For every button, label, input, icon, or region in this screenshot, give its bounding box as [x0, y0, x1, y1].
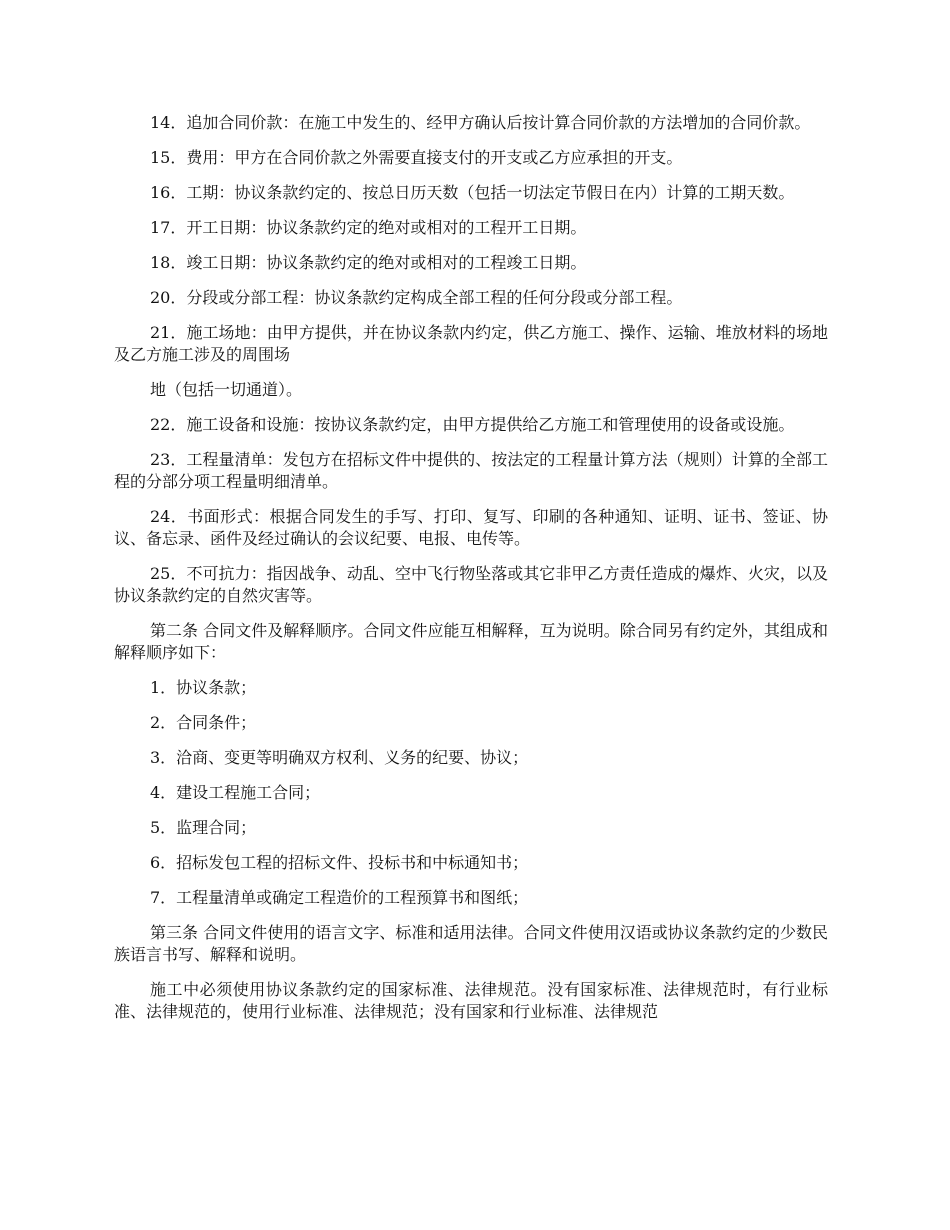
- paragraph-continuation: 地（包括一切通道）。: [150, 380, 303, 399]
- paragraph: 25．不可抗力：指因战争、动乱、空中飞行物坠落或其它非甲乙方责任造成的爆炸、火灾，以及协议条款约定的自然灾害等。: [114, 564, 828, 605]
- paragraph: 18．竣工日期：协议条款约定的绝对或相对的工程竣工日期。: [150, 253, 587, 272]
- article-paragraph: 第二条 合同文件及解释顺序。合同文件应能互相解释，互为说明。除合同另有约定外，其组成和解释顺序如下：: [114, 621, 828, 662]
- paragraph: 20．分段或分部工程：协议条款约定构成全部工程的任何分段或分部工程。: [150, 288, 683, 307]
- paragraph: 15．费用：甲方在合同价款之外需要直接支付的开支或乙方应承担的开支。: [150, 148, 683, 167]
- list-item: 3．洽商、变更等明确双方权利、义务的纪要、协议；: [150, 748, 529, 767]
- list-item: 6．招标发包工程的招标文件、投标书和中标通知书；: [150, 853, 529, 872]
- paragraph: 16．工期：协议条款约定的、按总日历天数（包括一切法定节假日在内）计算的工期天数。: [150, 183, 795, 202]
- article-paragraph: 第三条 合同文件使用的语言文字、标准和适用法律。合同文件使用汉语或协议条款约定的少数民族语言书写、解释和说明。: [114, 923, 828, 964]
- list-item: 2．合同条件；: [150, 713, 257, 732]
- paragraph: 施工中必须使用协议条款约定的国家标准、法律规范。没有国家标准、法律规范时，有行业标准、法律规范的，使用行业标准、法律规范；没有国家和行业标准、法律规范: [114, 980, 828, 1021]
- list-item: 1．协议条款；: [150, 678, 257, 697]
- list-item: 4．建设工程施工合同；: [150, 783, 321, 802]
- document-page: [114, 112, 828, 1036]
- paragraph: 24．书面形式：根据合同发生的手写、打印、复写、印刷的各种通知、证明、证书、签证、协议、备忘录、函件及经过确认的会议纪要、电报、电传等。: [114, 507, 828, 548]
- paragraph: 22．施工设备和设施：按协议条款约定，由甲方提供给乙方施工和管理使用的设备或设施。: [150, 415, 795, 434]
- list-item: 5．监理合同；: [150, 818, 257, 837]
- list-item: 7．工程量清单或确定工程造价的工程预算书和图纸；: [150, 888, 529, 907]
- paragraph: 14．追加合同价款：在施工中发生的、经甲方确认后按计算合同价款的方法增加的合同价款。: [150, 113, 811, 132]
- paragraph: 23．工程量清单：发包方在招标文件中提供的、按法定的工程量计算方法（规则）计算的全部工程的分部分项工程量明细清单。: [114, 450, 828, 491]
- paragraph: 21．施工场地：由甲方提供，并在协议条款内约定，供乙方施工、操作、运输、堆放材料的场地及乙方施工涉及的周围场: [114, 323, 828, 364]
- paragraph: 17．开工日期：协议条款约定的绝对或相对的工程开工日期。: [150, 218, 587, 237]
